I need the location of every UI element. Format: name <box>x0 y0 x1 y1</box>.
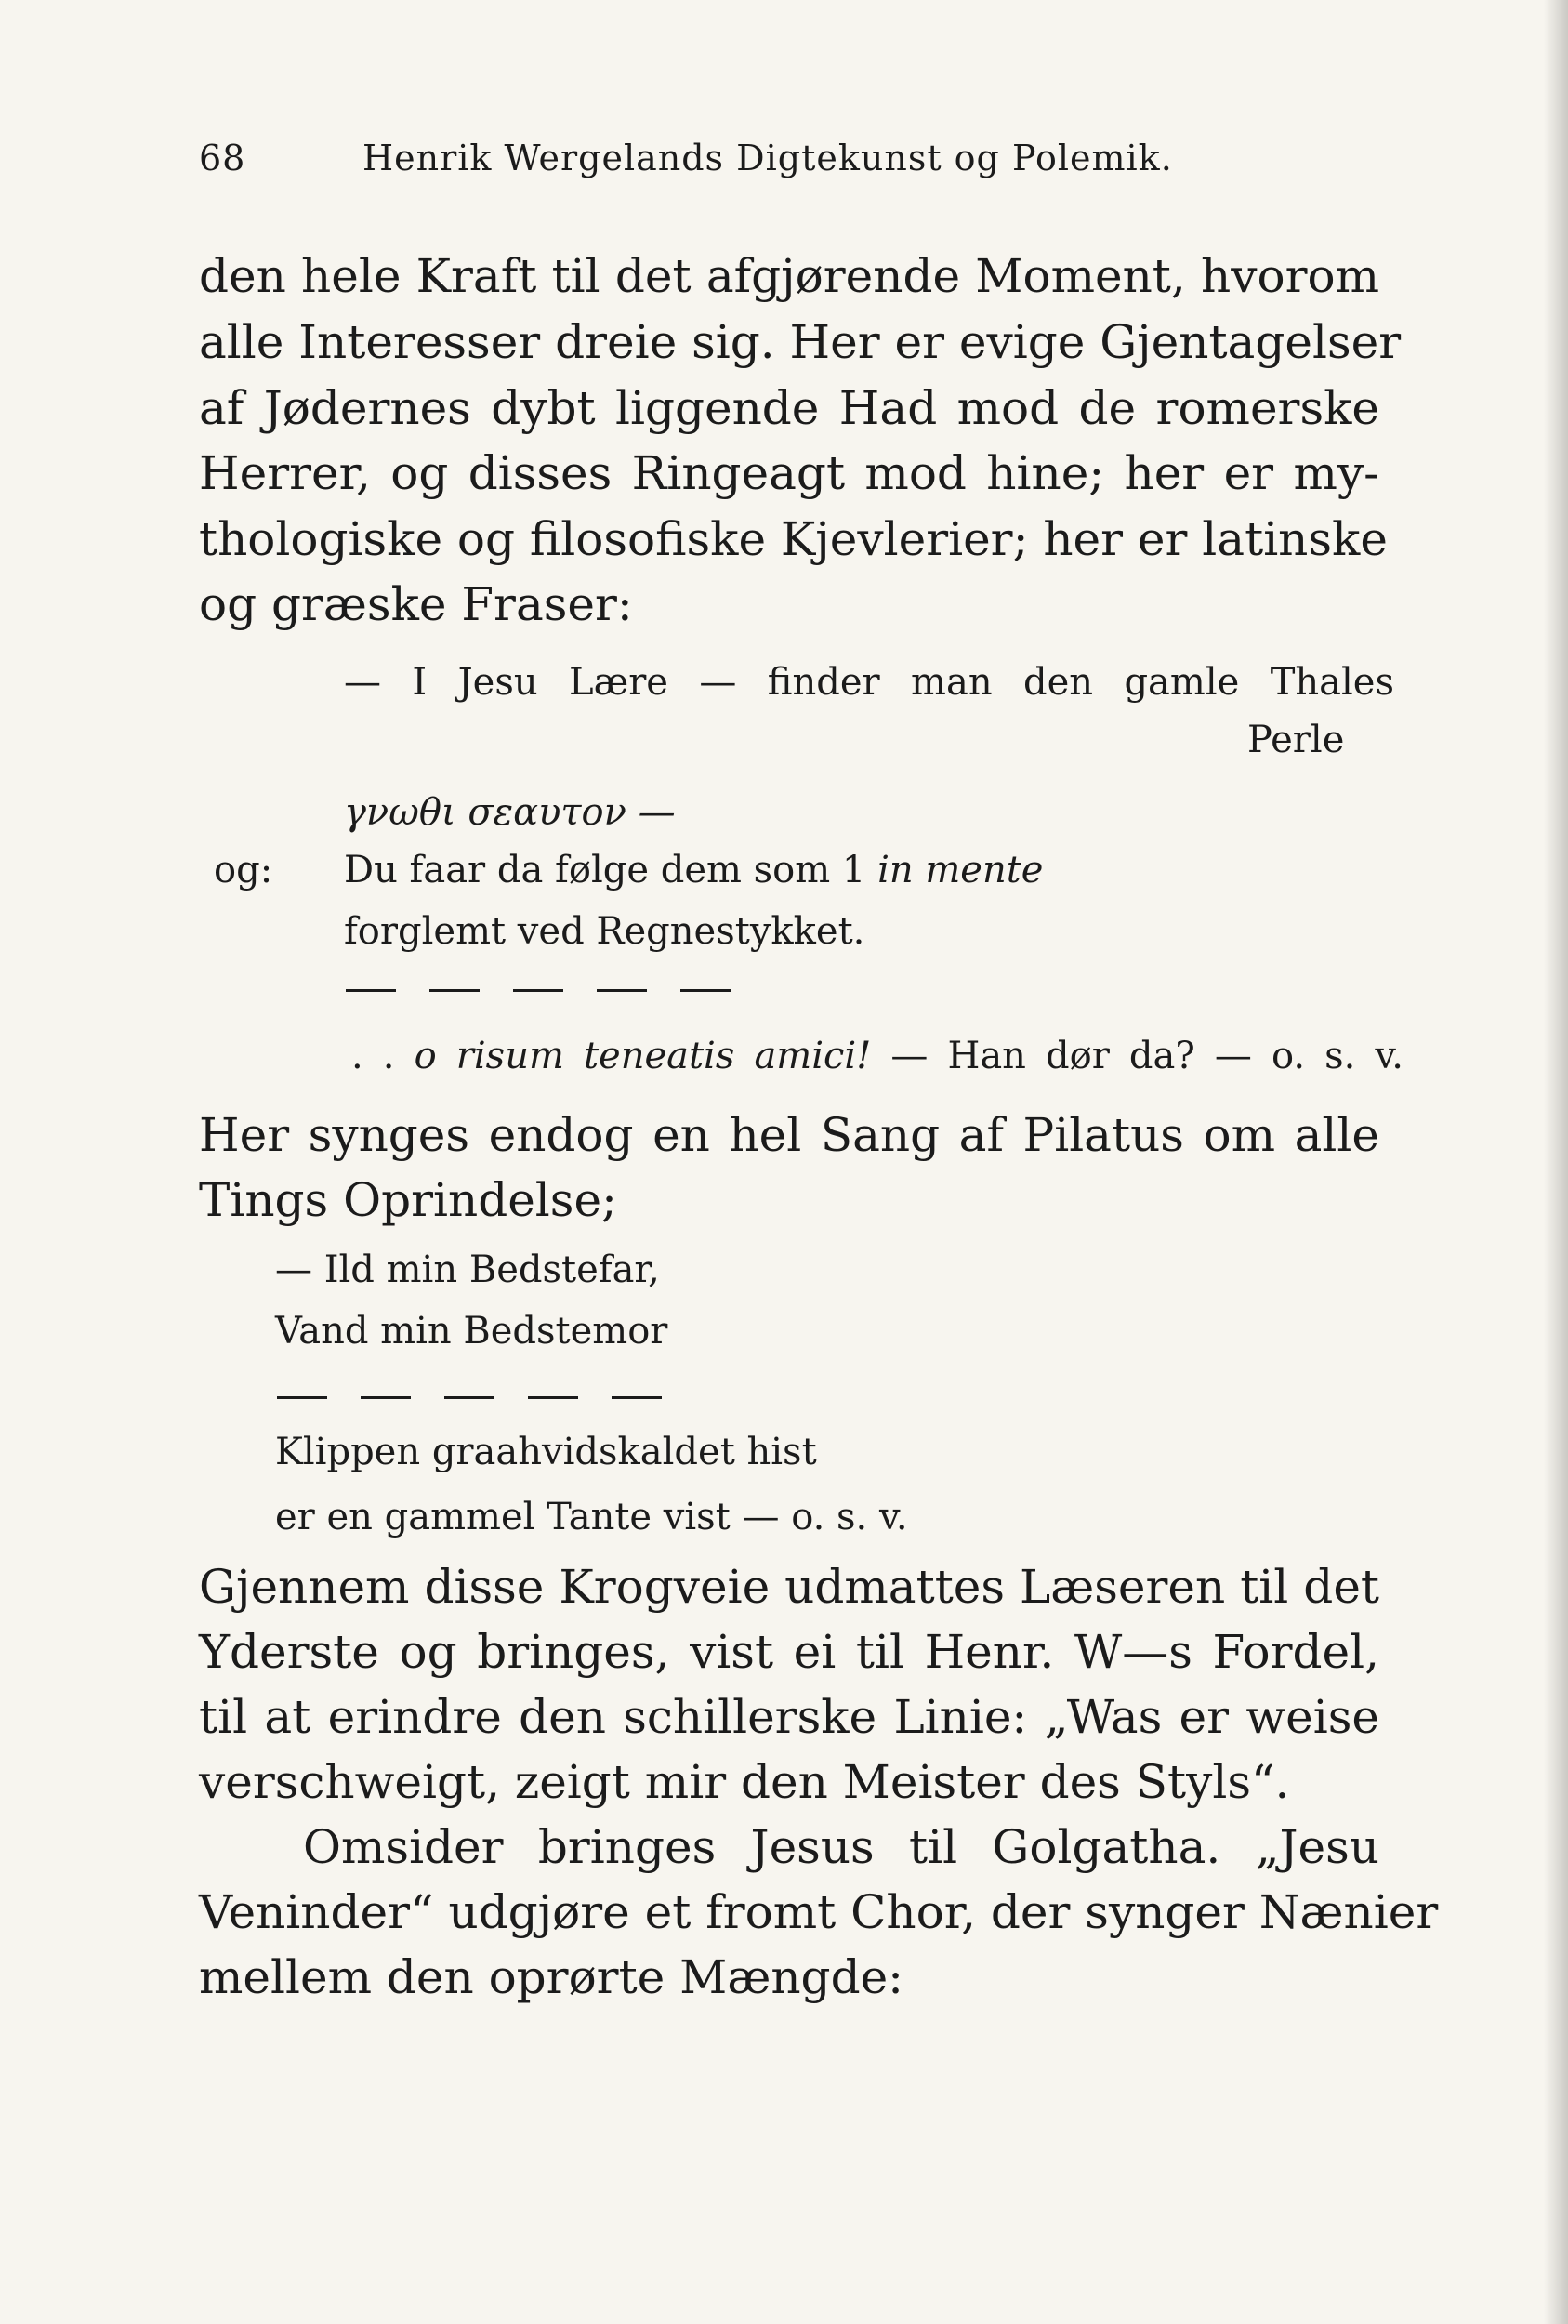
quote-1-og-label: og: <box>214 849 273 891</box>
running-title: Henrik Wergelands Digtekunst og Polemik. <box>362 138 1173 178</box>
paragraph-3-line-3: til at erindre den schillerske Linie: „Was er weise <box>199 1690 1379 1744</box>
quote-2-line-2: Vand min Bedstemor <box>275 1310 668 1353</box>
paragraph-2-line-1: Her synges endog en hel Sang af Pilatus om alle <box>199 1108 1379 1162</box>
paragraph-4-line-2: Veninder“ udgjøre et fromt Chor, der synger Nænier <box>199 1885 1439 1939</box>
quote-1-line-6-dots: . . <box>351 1035 395 1077</box>
paragraph-1-line-4: Herrer, og disses Ringeagt mod hine; her er my- <box>199 446 1379 500</box>
paragraph-4-line-1: Omsider bringes Jesus til Golgatha. „Jesu <box>303 1820 1379 1874</box>
paragraph-1-line-2: alle Interesser dreie sig. Her er evige Gjentagelser <box>199 315 1402 369</box>
quote-1-line-5: forglemt ved Regnestykket. <box>344 910 865 953</box>
paragraph-1-line-3: af Jødernes dybt liggende Had mod de romerske <box>199 381 1379 435</box>
quote-1-line-6-rest: — Han dør da? — o. s. v. <box>890 1035 1403 1077</box>
quote-1-line-4-italic: in mente <box>877 849 1044 891</box>
quote-1-line-2: Perle <box>1247 719 1345 761</box>
paragraph-2-line-2: Tings Oprindelse; <box>199 1173 617 1227</box>
quote-1-line-6-italic: o risum teneatis amici! <box>414 1035 872 1077</box>
paragraph-3-line-2: Yderste og bringes, vist ei til Henr. W—s Fordel, <box>199 1625 1379 1679</box>
paragraph-1-line-5: thologiske og filosofiske Kjevlerier; her er latinske <box>199 512 1388 566</box>
quote-1-line-1: — I Jesu Lære — finder man den gamle Thales <box>344 661 1394 704</box>
quote-1-line-6 <box>351 1030 1403 1082</box>
quote-2-line-4: er en gammel Tante vist — o. s. v. <box>275 1496 908 1538</box>
paragraph-1-line-1: den hele Kraft til det afgjørende Moment, hvorom <box>199 249 1379 303</box>
quote-1-greek-line: γνωθι σεαυτον — <box>344 791 676 834</box>
paragraph-3-line-1: Gjennem disse Krogveie udmattes Læseren til det <box>199 1560 1379 1614</box>
quote-2-line-3: Klippen graahvidskaldet hist <box>275 1431 817 1473</box>
quote-2-line-1: — Ild min Bedstefar, <box>275 1248 660 1291</box>
quote-1-line-4-text: Du faar da følge dem som 1 <box>344 849 866 891</box>
page-edge-shadow <box>1544 0 1568 2324</box>
dash-row-1 <box>346 989 731 993</box>
paragraph-4-line-3: mellem den oprørte Mængde: <box>199 1950 904 2004</box>
dash-row-2 <box>277 1396 662 1400</box>
quote-1-line-4 <box>344 844 1043 896</box>
paragraph-1-line-6: og græske Fraser: <box>199 577 633 631</box>
paragraph-3-line-4: verschweigt, zeigt mir den Meister des Styls“. <box>199 1755 1290 1809</box>
page-number: 68 <box>199 138 246 178</box>
